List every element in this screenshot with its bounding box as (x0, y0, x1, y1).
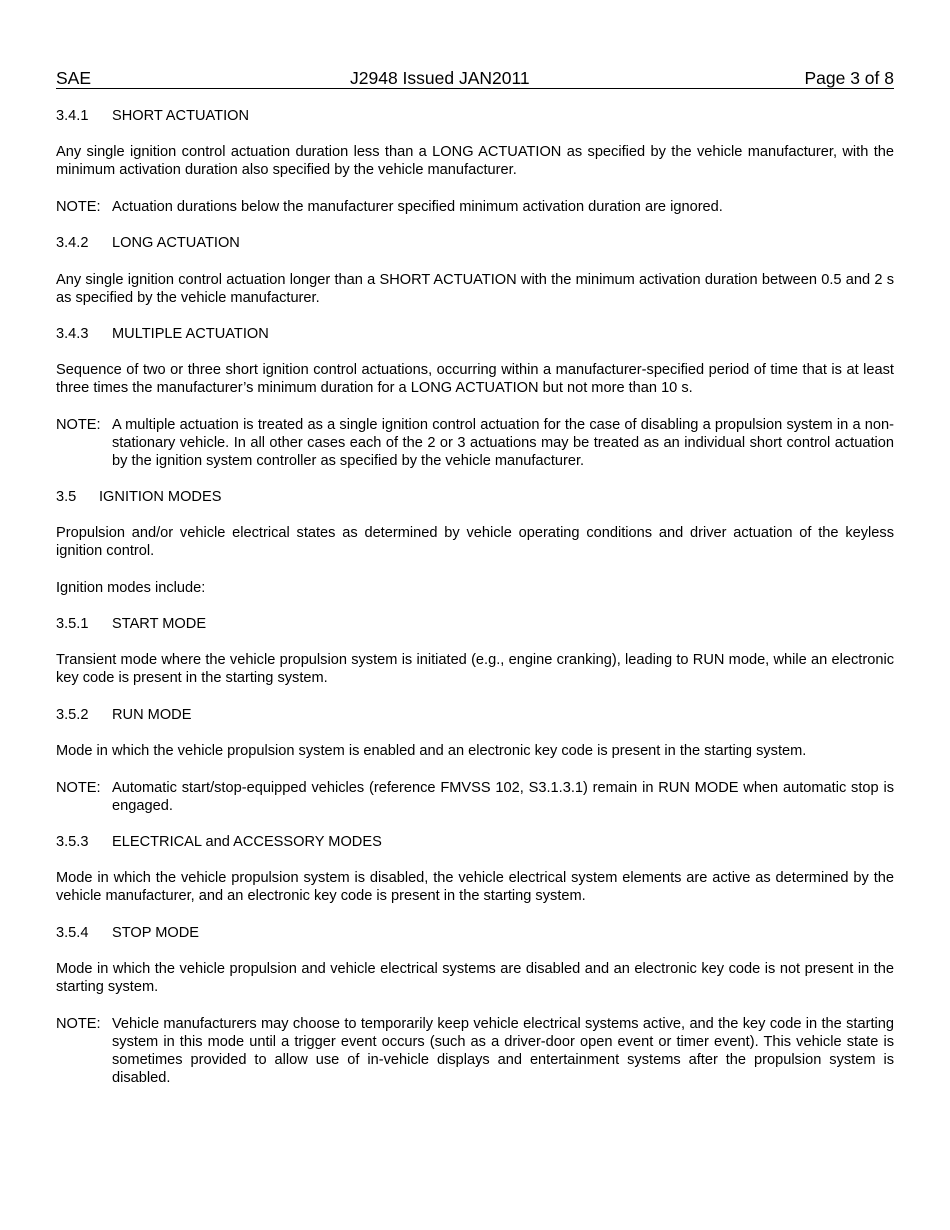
note-text: A multiple actuation is treated as a single ignition control actuation for the case of disabling a propulsion system in a non-stationary vehicle. In all other cases each of the 2 or 3 actuations may be treated as an individual short control actuation by the ignition system controller as specified by the vehicle manufacturer. (112, 417, 894, 469)
note-text: Automatic start/stop-equipped vehicles (reference FMVSS 102, S3.1.3.1) remain in RUN MODE when automatic stop is engaged. (112, 780, 894, 814)
section-title: LONG ACTUATION (112, 235, 240, 251)
note-label: NOTE: (56, 199, 101, 215)
section-heading-3-4-3 (56, 325, 894, 343)
section-number: 3.5.4 (56, 925, 89, 941)
paragraph: Propulsion and/or vehicle electrical states as determined by vehicle operating conditions and driver actuation of the keyless ignition control. (56, 525, 894, 559)
paragraph: Any single ignition control actuation longer than a SHORT ACTUATION with the minimum activation duration between 0.5 and 2 s as specified by the vehicle manufacturer. (56, 272, 894, 306)
section-heading-3-5 (56, 488, 894, 506)
paragraph: Any single ignition control actuation duration less than a LONG ACTUATION as specified by the vehicle manufacturer, with the minimum activation duration also specified by the vehicle manufacturer. (56, 144, 894, 178)
section-title: SHORT ACTUATION (112, 108, 250, 124)
paragraph: Mode in which the vehicle propulsion and vehicle electrical systems are disabled and an electronic key code is not present in the starting system. (56, 961, 894, 995)
section-title: RUN MODE (112, 707, 192, 723)
section-title: IGNITION MODES (99, 489, 222, 505)
note-text: Vehicle manufacturers may choose to temporarily keep vehicle electrical systems active, and the key code in the starting system in this mode until a trigger event occurs (such as a driver-door open event or timer event). This vehicle state is sometimes provided to allow use of in-vehicle displays and entertainment systems after the propulsion system is disabled. (112, 1016, 894, 1086)
section-title: MULTIPLE ACTUATION (112, 326, 269, 342)
section-number: 3.5.3 (56, 834, 89, 850)
header-page-number: Page 3 of 8 (804, 68, 894, 88)
note-label: NOTE: (56, 1016, 101, 1032)
section-heading-3-4-1 (56, 107, 894, 125)
note-text: Actuation durations below the manufacturer specified minimum activation duration are ignored. (112, 199, 723, 215)
section-title: ELECTRICAL and ACCESSORY MODES (112, 834, 382, 850)
section-heading-3-5-4 (56, 924, 894, 942)
note (56, 779, 894, 815)
header-doc-id: J2948 Issued JAN2011 (350, 68, 530, 88)
section-number: 3.4.1 (56, 108, 89, 124)
section-heading-3-4-2 (56, 234, 894, 252)
note (56, 1015, 894, 1087)
paragraph: Mode in which the vehicle propulsion system is enabled and an electronic key code is present in the starting system. (56, 743, 807, 759)
note-label: NOTE: (56, 417, 101, 433)
section-number: 3.4.3 (56, 326, 89, 342)
note (56, 416, 894, 470)
section-number: 3.5 (56, 489, 77, 505)
paragraph: Ignition modes include: (56, 580, 206, 596)
section-heading-3-5-2 (56, 706, 894, 724)
page-header (56, 68, 894, 89)
note-label: NOTE: (56, 780, 101, 796)
section-heading-3-5-1 (56, 615, 894, 633)
section-number: 3.4.2 (56, 235, 89, 251)
section-title: START MODE (112, 616, 207, 632)
section-number: 3.5.1 (56, 616, 89, 632)
header-org: SAE (56, 68, 92, 88)
paragraph: Transient mode where the vehicle propulsion system is initiated (e.g., engine cranking), leading to RUN mode, while an electronic key code is present in the starting system. (56, 652, 894, 686)
paragraph: Mode in which the vehicle propulsion system is disabled, the vehicle electrical system elements are active as determined by the vehicle manufacturer, and an electronic key code is present in the starting system. (56, 870, 894, 904)
note (56, 198, 894, 216)
section-number: 3.5.2 (56, 707, 89, 723)
section-title: STOP MODE (112, 925, 200, 941)
paragraph: Sequence of two or three short ignition control actuations, occurring within a manufacturer-specified period of time that is at least three times the manufacturer’s minimum duration for a LONG ACTUATION but not more than 10 s. (56, 362, 894, 396)
section-heading-3-5-3 (56, 833, 894, 851)
